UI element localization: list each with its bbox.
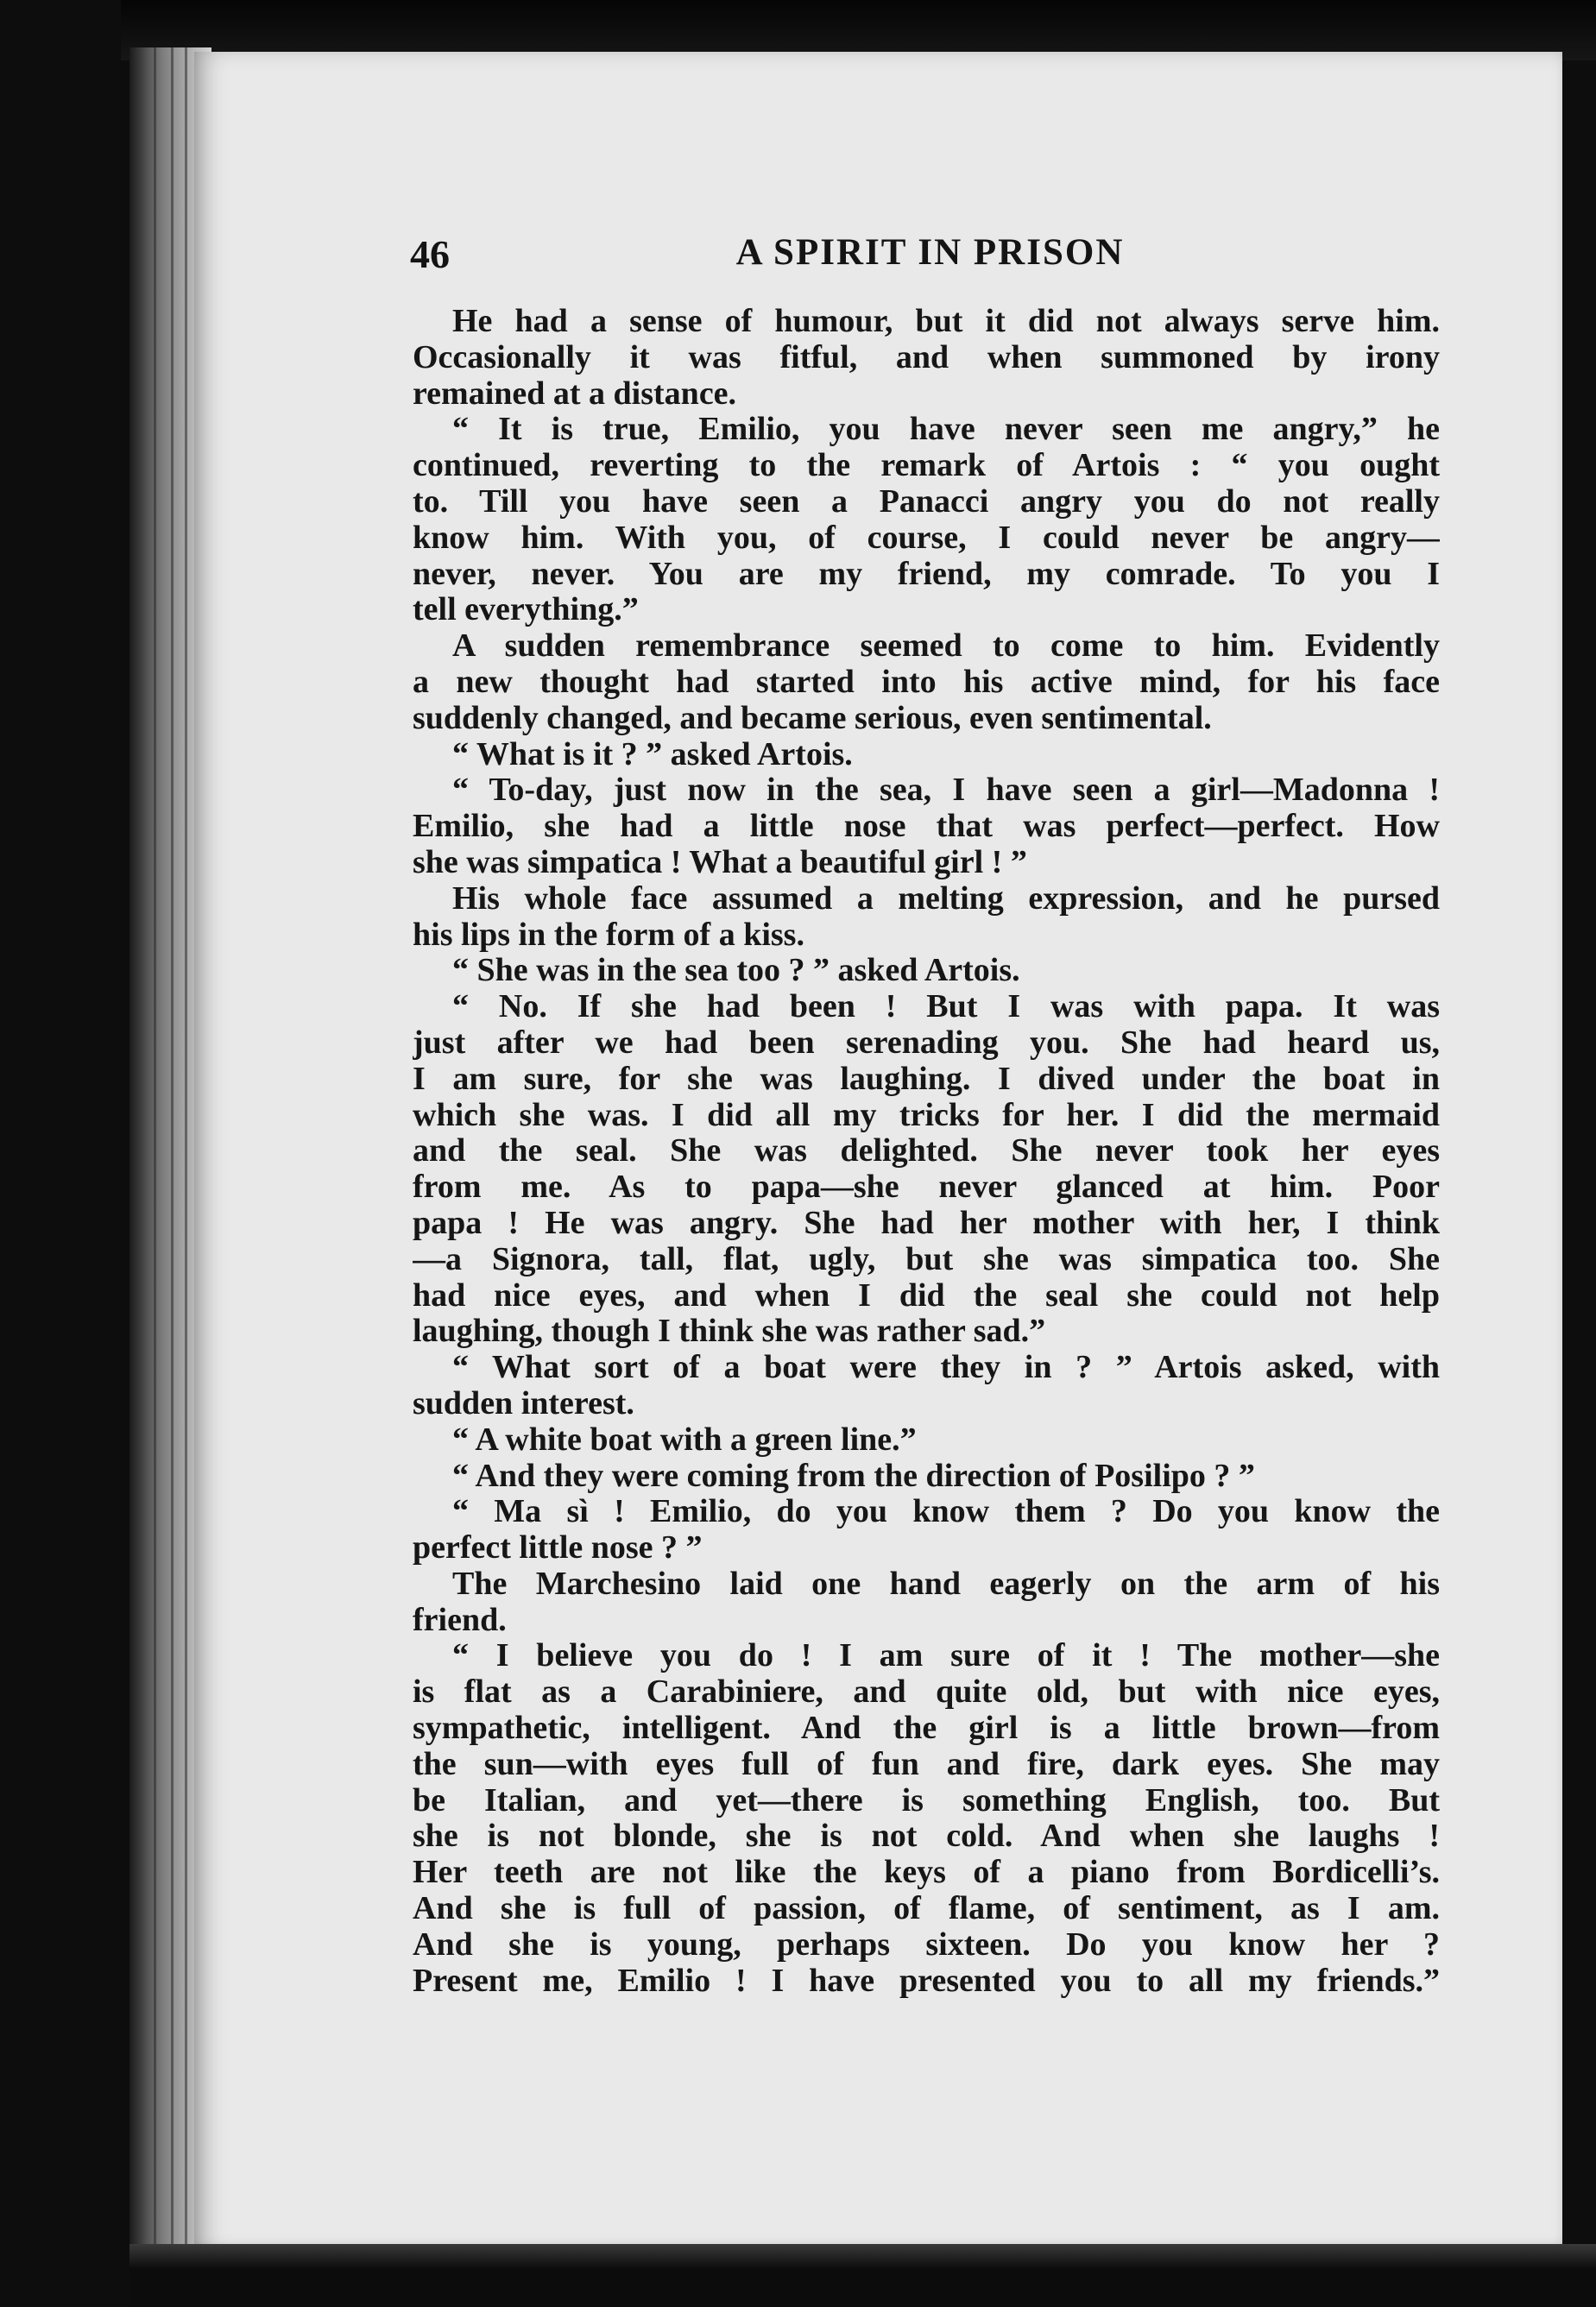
running-title: A SPIRIT IN PRISON — [735, 232, 1125, 273]
page-number: 46 — [410, 232, 450, 276]
text-line: which she was. I did all my tricks for her. I did the mermaid — [413, 1097, 1440, 1133]
text-line: just after we had been serenading you. She had heard us, — [413, 1024, 1440, 1061]
text-line: is flat as a Carabiniere, and quite old, but with nice eyes, — [413, 1674, 1440, 1711]
text-line: sympathetic, intelligent. And the girl is a little brown—from — [413, 1711, 1440, 1747]
text-line: And she is young, perhaps sixteen. Do you know her ? — [413, 1926, 1440, 1963]
text-line: she was simpatica ! What a beautiful girl ! ” — [413, 844, 1027, 880]
text-line: Present me, Emilio ! I have presented you to all my friends.” — [413, 1963, 1440, 1999]
text-line: “ Ma sì ! Emilio, do you know them ? Do you know the — [452, 1494, 1440, 1530]
text-line: a new thought had started into his active mind, for his face — [413, 664, 1440, 700]
text-line: “ What is it ? ” asked Artois. — [452, 736, 853, 772]
text-line: “ She was in the sea too ? ” asked Artois. — [452, 953, 1020, 989]
text-line: “ And they were coming from the direction of Posilipo ? ” — [452, 1458, 1255, 1494]
binding-edge-line — [171, 47, 173, 2257]
text-line: He had a sense of humour, but it did not always serve him. — [452, 304, 1440, 339]
text-line: Emilio, she had a little nose that was perfect—perfect. How — [413, 809, 1440, 845]
text-line: “ A white boat with a green line.” — [452, 1421, 917, 1458]
text-line: “ No. If she had been ! But I was with papa. It was — [452, 989, 1440, 1025]
text-line: know him. With you, of course, I could never be angry— — [413, 520, 1440, 556]
text-line: she is not blonde, she is not cold. And when she laughs ! — [413, 1818, 1440, 1855]
body-text — [413, 304, 1440, 1999]
text-line: papa ! He was angry. She had her mother with her, I think — [413, 1205, 1440, 1241]
text-line: be Italian, and yet—there is something English, too. But — [413, 1782, 1440, 1818]
text-line: “ It is true, Emilio, you have never seen me angry,” he — [452, 412, 1440, 448]
text-line: —a Signora, tall, flat, ugly, but she was simpatica too. She — [413, 1241, 1440, 1277]
text-line: and the seal. She was delighted. She never took her eyes — [413, 1133, 1440, 1169]
binding-edge-line — [185, 47, 187, 2257]
text-line: never, never. You are my friend, my comrade. To you I — [413, 556, 1440, 592]
text-line: had nice eyes, and when I did the seal she could not help — [413, 1277, 1440, 1314]
text-line: suddenly changed, and became serious, even sentimental. — [413, 700, 1212, 736]
text-line: I am sure, for she was laughing. I dived under the boat in — [413, 1061, 1440, 1097]
scan-bottom-edge — [129, 2244, 1596, 2307]
text-line: his lips in the form of a kiss. — [413, 917, 804, 953]
text-line: remained at a distance. — [413, 375, 737, 412]
text-line: to. Till you have seen a Panacci angry you do not really — [413, 483, 1440, 520]
text-line: Occasionally it was fitful, and when summoned by irony — [413, 339, 1440, 375]
page-header — [410, 224, 1450, 285]
text-line: His whole face assumed a melting expression, and he pursed — [452, 880, 1440, 917]
text-line: “ I believe you do ! I am sure of it ! The mother—she — [452, 1638, 1440, 1674]
text-line: continued, reverting to the remark of Artois : “ you ought — [413, 448, 1440, 484]
binding-edge-line — [154, 47, 156, 2257]
text-line: friend. — [413, 1602, 507, 1638]
text-line: laughing, though I think she was rather sad.” — [413, 1314, 1046, 1350]
text-line: And she is full of passion, of flame, of sentiment, as I am. — [413, 1891, 1440, 1927]
text-line: tell everything.” — [413, 592, 639, 628]
text-line: Her teeth are not like the keys of a piano from Bordicelli’s. — [413, 1855, 1440, 1891]
text-line: from me. As to papa—she never glanced at him. Poor — [413, 1169, 1440, 1206]
text-line: The Marchesino laid one hand eagerly on the arm of his — [452, 1566, 1440, 1602]
text-line: “ To-day, just now in the sea, I have seen a girl—Madonna ! — [452, 772, 1440, 809]
text-line: sudden interest. — [413, 1385, 634, 1421]
text-line: the sun—with eyes full of fun and fire, dark eyes. She may — [413, 1746, 1440, 1782]
text-line: “ What sort of a boat were they in ? ” Artois asked, with — [452, 1350, 1440, 1386]
text-line: perfect little nose ? ” — [413, 1530, 703, 1566]
text-line: A sudden remembrance seemed to come to him. Evidently — [452, 628, 1440, 665]
